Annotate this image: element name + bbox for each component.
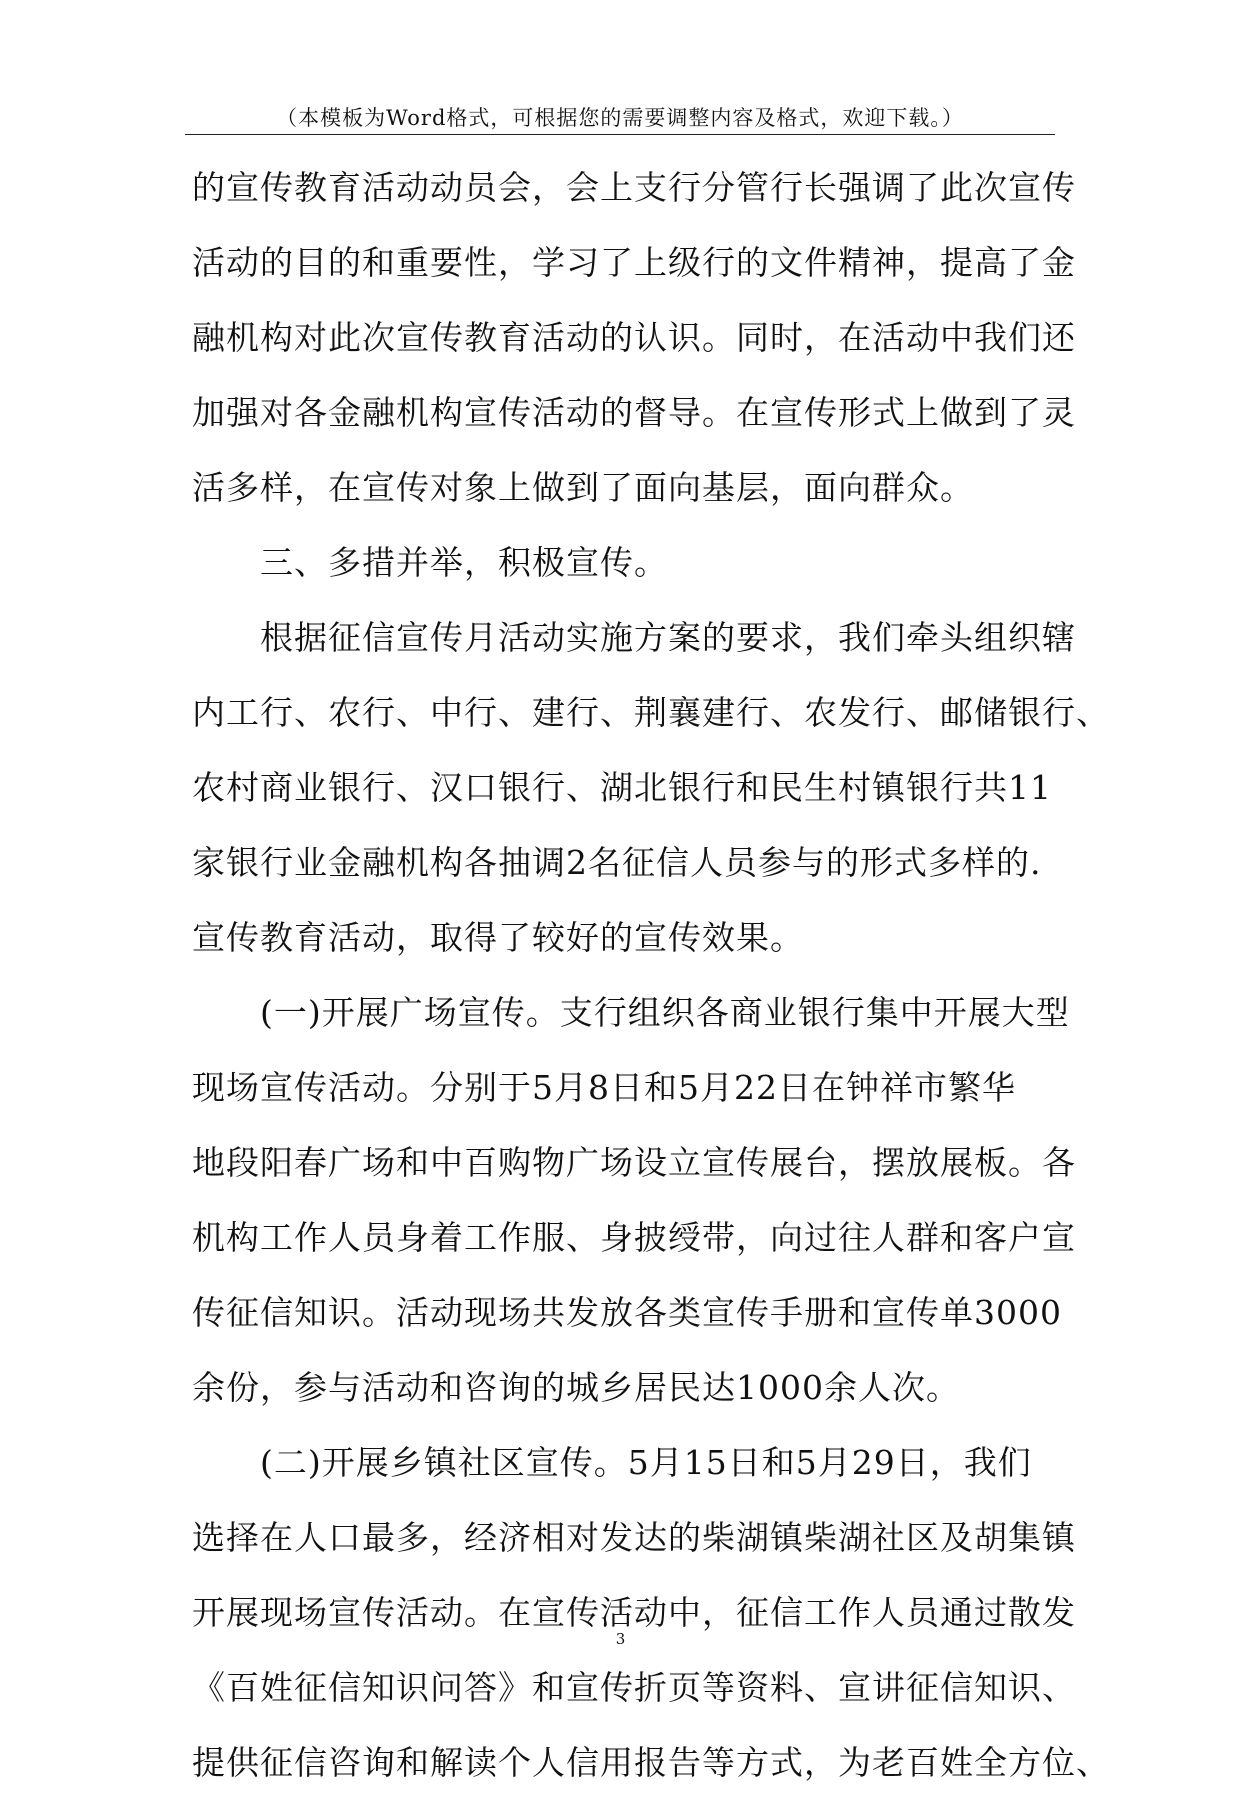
paragraph-line: 传征信知识。活动现场共发放各类宣传手册和宣传单3000 — [192, 1293, 1062, 1332]
paragraph-line: 提供征信咨询和解读个人信用报告等方式，为老百姓全方位、 — [192, 1743, 1110, 1782]
paragraph-line: 的宣传教育活动动员会，会上支行分管行长强调了此次宣传 — [192, 168, 1076, 207]
paragraph-line: 农村商业银行、汉口银行、湖北银行和民生村镇银行共11 — [192, 768, 1052, 807]
header-divider — [185, 134, 1055, 135]
paragraph-line: 活多样，在宣传对象上做到了面向基层，面向群众。 — [192, 468, 974, 507]
paragraph-line: 根据征信宣传月活动实施方案的要求，我们牵头组织辖 — [260, 618, 1076, 657]
paragraph-line: 《百姓征信知识问答》和宣传折页等资料、宣讲征信知识、 — [192, 1668, 1076, 1707]
body-text — [192, 150, 1110, 1800]
paragraph-line: 活动的目的和重要性，学习了上级行的文件精神，提高了金 — [192, 243, 1076, 282]
paragraph-line: 家银行业金融机构各抽调2名征信人员参与的形式多样的. — [192, 843, 1042, 882]
section-heading: 三、多措并举，积极宣传。 — [260, 543, 668, 582]
paragraph-line: 宣传教育活动，取得了较好的宣传效果。 — [192, 918, 804, 957]
paragraph-line: 地段阳春广场和中百购物广场设立宣传展台，摆放展板。各 — [192, 1143, 1076, 1182]
template-header-note: （本模板为Word格式，可根据您的需要调整内容及格式，欢迎下载。） — [276, 106, 964, 130]
page-number: 3 — [615, 1630, 626, 1648]
paragraph-line: 现场宣传活动。分别于5月8日和5月22日在钟祥市繁华 — [192, 1068, 1016, 1107]
subsection-line: (一)开展广场宣传。支行组织各商业银行集中开展大型 — [260, 993, 1070, 1032]
paragraph-line: 机构工作人员身着工作服、身披绶带，向过往人群和客户宣 — [192, 1218, 1076, 1257]
paragraph-line: 加强对各金融机构宣传活动的督导。在宣传形式上做到了灵 — [192, 393, 1076, 432]
paragraph-line: 开展现场宣传活动。在宣传活动中，征信工作人员通过散发 — [192, 1593, 1076, 1632]
subsection-line: (二)开展乡镇社区宣传。5月15日和5月29日，我们 — [260, 1443, 1032, 1482]
paragraph-line: 融机构对此次宣传教育活动的认识。同时，在活动中我们还 — [192, 318, 1076, 357]
paragraph-line: 内工行、农行、中行、建行、荆襄建行、农发行、邮储银行、 — [192, 693, 1110, 732]
paragraph-line: 余份，参与活动和咨询的城乡居民达1000余人次。 — [192, 1368, 960, 1407]
paragraph-line: 选择在人口最多，经济相对发达的柴湖镇柴湖社区及胡集镇 — [192, 1518, 1076, 1557]
